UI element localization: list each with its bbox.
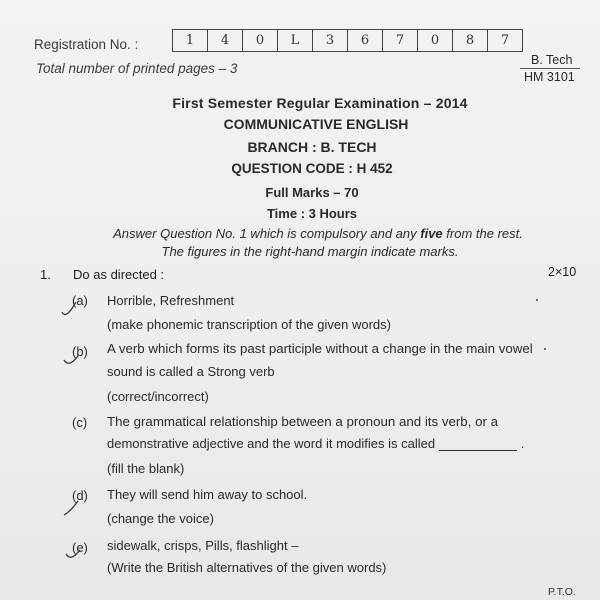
exam-title: First Semester Regular Examination – 2014 bbox=[172, 95, 468, 111]
registration-digit: L bbox=[278, 30, 313, 51]
part-c-line-2 bbox=[107, 436, 524, 451]
part-c-period: . bbox=[520, 436, 525, 451]
instruction-line-1 bbox=[18, 226, 600, 241]
part-d-line-2: (change the voice) bbox=[107, 511, 214, 526]
ink-speck bbox=[536, 299, 538, 301]
registration-digit: 0 bbox=[243, 30, 278, 51]
question-number: 1. bbox=[40, 267, 51, 282]
part-c-line-2-text: demonstrative adjective and the word it modifies is called bbox=[107, 436, 436, 451]
printed-pages-note: Total number of printed pages – 3 bbox=[36, 61, 238, 76]
part-b-label: (b) bbox=[72, 344, 88, 359]
part-b-line-2: sound is called a Strong verb bbox=[107, 364, 275, 379]
branch-line: BRANCH : B. TECH bbox=[247, 139, 377, 155]
registration-digit: 3 bbox=[313, 30, 348, 51]
subject-title: COMMUNICATIVE ENGLISH bbox=[223, 116, 409, 132]
part-c-line-1: The grammatical relationship between a pronoun and its verb, or a bbox=[107, 414, 498, 429]
part-a-label: (a) bbox=[72, 293, 88, 308]
pen-tick-mark bbox=[60, 298, 80, 322]
registration-digit: 4 bbox=[208, 30, 243, 51]
part-e-line-2: (Write the British alternatives of the given words) bbox=[107, 560, 387, 575]
instruction-text: from the rest. bbox=[446, 226, 523, 241]
instruction-text: Answer Question No. 1 which is compulsory and any bbox=[113, 226, 417, 241]
part-b-line-1: A verb which forms its past participle without a change in the main vowel bbox=[107, 341, 533, 356]
registration-digit: 7 bbox=[500, 33, 510, 48]
part-e-line-1: sidewalk, crisps, Pills, flashlight – bbox=[107, 538, 299, 553]
question-text: Do as directed : bbox=[73, 267, 165, 282]
exam-time: Time : 3 Hours bbox=[266, 206, 358, 221]
full-marks: Full Marks – 70 bbox=[265, 185, 359, 200]
registration-label: Registration No. : bbox=[34, 37, 139, 52]
page-turn-note: P.T.O. bbox=[548, 586, 576, 598]
instruction-line-2: The figures in the right-hand margin indicate marks. bbox=[161, 244, 459, 259]
pen-tick-mark bbox=[62, 350, 82, 372]
code-divider bbox=[520, 68, 580, 69]
part-e-label: (e) bbox=[72, 540, 88, 555]
question-code: QUESTION CODE : H 452 bbox=[231, 161, 393, 176]
part-a-line-2: (make phonemic transcription of the given words) bbox=[107, 317, 391, 332]
pen-tick-mark bbox=[62, 495, 82, 519]
registration-digit: 6 bbox=[348, 30, 383, 51]
part-c-label: (c) bbox=[72, 415, 88, 430]
fill-blank-line bbox=[439, 450, 517, 451]
registration-digit: 0 bbox=[418, 30, 453, 51]
question-marks: 2×10 bbox=[548, 265, 577, 279]
part-c-line-3: (fill the blank) bbox=[107, 461, 185, 476]
instruction-emphasis: five bbox=[420, 226, 443, 241]
registration-number-boxes bbox=[172, 29, 523, 52]
part-a-line-1: Horrible, Refreshment bbox=[107, 293, 235, 308]
pen-tick-mark bbox=[64, 546, 84, 568]
course-code: HM 3101 bbox=[524, 70, 575, 84]
part-d-label: (d) bbox=[72, 488, 88, 503]
registration-digit: 8 bbox=[453, 30, 488, 51]
ink-speck bbox=[544, 348, 546, 350]
program-label: B. Tech bbox=[531, 53, 573, 67]
part-b-line-3: (correct/incorrect) bbox=[107, 389, 209, 404]
registration-digit: 1 bbox=[173, 30, 208, 51]
part-d-line-1: They will send him away to school. bbox=[107, 487, 308, 502]
registration-digit: 7 bbox=[383, 30, 418, 51]
